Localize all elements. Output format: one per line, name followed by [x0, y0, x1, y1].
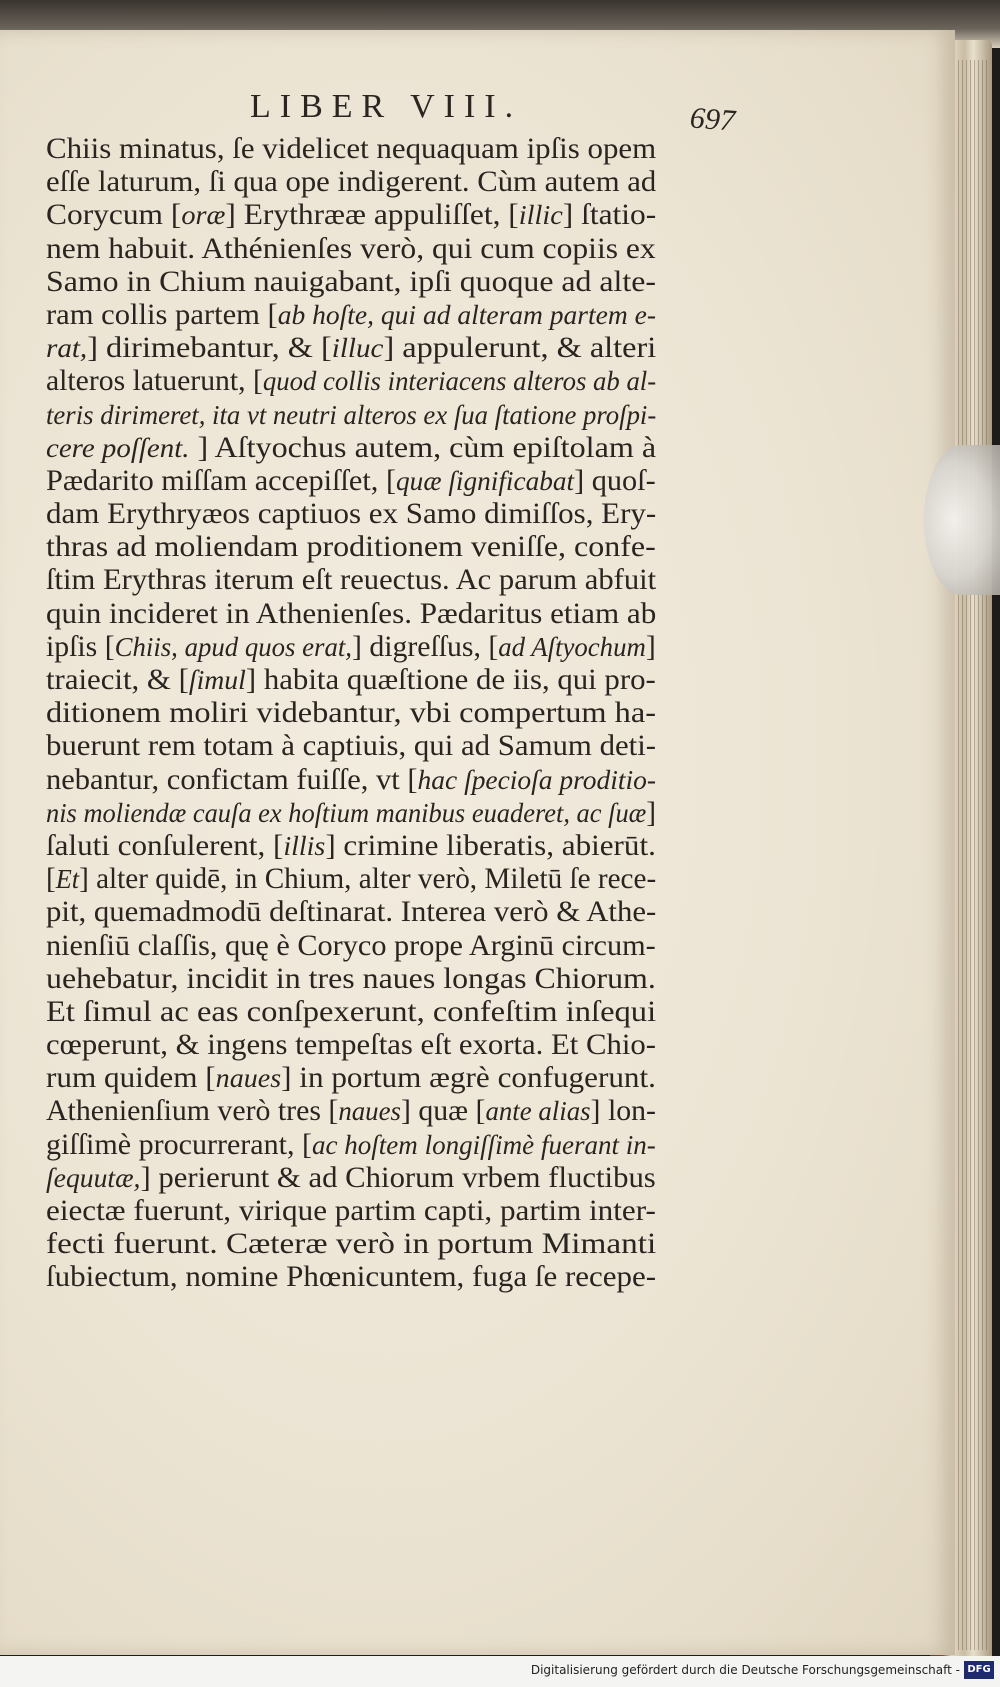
text-run: alteros latuerunt, [ — [46, 364, 263, 398]
text-run: eſſe laturum, ſi qua ope indigerent. Cùm autem ad — [46, 165, 657, 199]
text-run: Pædarito miſſam accepiſſet, [ — [46, 463, 397, 497]
text-line-content — [46, 1061, 656, 1095]
text-run: ] quæ [ — [400, 1094, 486, 1128]
text-line — [46, 696, 766, 729]
text-line — [46, 663, 766, 696]
text-line-content — [46, 696, 656, 729]
text-run: rum quidem [ — [46, 1061, 216, 1095]
text-line-content — [46, 265, 656, 298]
italic-gloss: hac ſpecioſa proditio- — [417, 764, 657, 795]
italic-gloss: quæ ſignificabat — [396, 465, 575, 496]
page-stack-lines — [958, 60, 988, 1650]
text-line — [46, 398, 766, 431]
italic-gloss: naues — [215, 1063, 282, 1094]
text-line-content — [46, 364, 656, 398]
text-run: ] in portum ægrè confugerunt. — [281, 1061, 656, 1095]
text-line-content — [46, 1227, 656, 1260]
text-line — [46, 497, 766, 530]
text-line-content — [46, 530, 656, 563]
text-line-content — [46, 796, 656, 830]
text-line-content — [46, 464, 656, 498]
text-line — [46, 331, 766, 364]
text-line — [46, 1260, 766, 1293]
text-line-content — [46, 763, 656, 797]
text-line — [46, 232, 766, 265]
text-line-content — [46, 1194, 656, 1227]
text-line-content — [46, 1094, 656, 1128]
text-run: ] alter quidē, in Chium, alter verò, Miletū ſe rece- — [79, 862, 657, 896]
text-line — [46, 198, 766, 231]
text-run: ipſis [ — [46, 629, 115, 663]
italic-gloss: rat, — [46, 333, 88, 364]
text-line — [46, 165, 766, 198]
text-run: eiectæ fuerunt, virique partim capti, partim inter- — [46, 1194, 656, 1227]
text-run: ] habita quæſtione de iis, qui pro- — [245, 663, 656, 696]
text-line-content — [46, 198, 656, 232]
text-line-content — [46, 862, 656, 896]
text-line-content — [46, 398, 656, 432]
text-run: ] crimine liberatis, abierūt. — [325, 828, 656, 862]
text-line — [46, 464, 766, 497]
text-line-content — [46, 630, 656, 664]
italic-gloss: naues — [338, 1096, 401, 1127]
text-line — [46, 1128, 766, 1161]
text-line — [46, 364, 766, 397]
text-run: nienſiū claſſis, quę è Coryco prope Arginū circum- — [46, 928, 656, 962]
text-run: [ — [46, 862, 56, 896]
text-run: pit, quemadmodū deſtinarat. Interea verò & Athe- — [46, 895, 657, 929]
text-line-content — [46, 663, 656, 697]
text-line — [46, 995, 766, 1028]
italic-gloss: Chiis, apud quos erat, — [114, 631, 352, 662]
text-line-content — [46, 298, 656, 332]
text-line-content — [46, 995, 656, 1028]
text-line-content — [46, 431, 656, 465]
text-run: buerunt rem totam à captiuis, qui ad Samum deti- — [46, 729, 657, 763]
text-line — [46, 431, 766, 464]
text-run: ] appulerunt, & alteri — [383, 331, 657, 365]
text-run: nem habuit. Athénienſes verò, qui cum copiis ex — [46, 231, 656, 265]
italic-gloss: ante alias — [485, 1096, 591, 1127]
italic-gloss: illuc — [331, 333, 384, 364]
text-line-content — [46, 497, 656, 530]
text-run: ] perierunt & ad Chiorum vrbem fluctibus — [140, 1160, 656, 1194]
text-line-content — [46, 563, 656, 596]
dfg-logo: DFG — [964, 1661, 994, 1679]
text-line — [46, 763, 766, 796]
text-run: ] Aſtyochus autem, cùm epiſtolam à — [189, 430, 657, 464]
text-line-content — [46, 929, 656, 962]
text-run: ] digreſſus, [ — [351, 629, 499, 663]
italic-gloss: Et — [55, 864, 80, 895]
text-run: thras ad moliendam proditionem veniſſe, confe- — [46, 530, 656, 564]
running-head: LIBER VIII. — [250, 88, 523, 125]
text-line-content — [46, 597, 656, 630]
italic-gloss: ab hoſte, qui ad alteram partem e- — [277, 299, 656, 330]
text-line — [46, 1227, 766, 1260]
text-line-content — [46, 331, 656, 365]
text-line — [46, 796, 766, 829]
text-run: Chiis minatus, ſe videlicet nequaquam ipſis opem — [46, 132, 657, 165]
text-line-content — [46, 829, 656, 863]
text-line — [46, 862, 766, 895]
text-line-content — [46, 132, 656, 165]
text-run: Et ſimul ac eas conſpexerunt, confeſtim inſequi — [46, 994, 657, 1028]
text-line — [46, 563, 766, 596]
italic-gloss: illis — [283, 830, 326, 861]
text-run: ] — [646, 795, 657, 829]
text-line — [46, 265, 766, 298]
text-line — [46, 597, 766, 630]
text-run: dam Erythryæos captiuos ex Samo dimiſſos, Ery- — [46, 497, 657, 531]
italic-gloss: nis moliendæ cauſa ex hoſtium manibus euaderet, ac ſuæ — [46, 797, 647, 828]
text-line — [46, 829, 766, 862]
italic-gloss: illic — [518, 200, 563, 231]
text-line — [46, 1161, 766, 1194]
text-line — [46, 729, 766, 762]
text-line — [46, 929, 766, 962]
text-run: ſaluti conſulerent, [ — [46, 828, 284, 862]
text-line — [46, 132, 766, 165]
text-line-content — [46, 962, 656, 995]
body-text — [46, 132, 766, 1294]
text-line — [46, 895, 766, 928]
text-line — [46, 530, 766, 563]
text-line — [46, 962, 766, 995]
text-line-content — [46, 1260, 656, 1293]
italic-gloss: teris dirimeret, ita vt neutri alteros ex ſua ſtatione proſpi- — [46, 399, 657, 430]
text-line — [46, 1094, 766, 1127]
italic-gloss: ſequutæ, — [46, 1162, 141, 1193]
text-line-content — [46, 232, 656, 265]
text-run: Athenienſium verò tres [ — [46, 1094, 339, 1128]
page-number: 697 — [688, 101, 737, 138]
text-run: nebantur, confictam fuiſſe, vt [ — [46, 762, 418, 796]
text-run: fecti fuerunt. Cæteræ verò in portum Mimanti — [46, 1227, 657, 1261]
page-clip — [924, 445, 1000, 595]
text-line-content — [46, 165, 656, 198]
text-line-content — [46, 895, 656, 928]
text-line — [46, 1061, 766, 1094]
text-run: ditionem moliri videbantur, vbi compertum ha- — [46, 696, 657, 730]
text-line — [46, 1028, 766, 1061]
text-run: Samo in Chium nauigabant, ipſi quoque ad alte- — [46, 264, 656, 298]
text-run: ] quoſ- — [574, 463, 656, 497]
text-run: ram collis partem [ — [46, 297, 278, 331]
text-run: ] dirimebantur, & [ — [87, 331, 332, 365]
text-line — [46, 630, 766, 663]
text-run: ſtim Erythras iterum eſt reuectus. Ac parum abfuit — [46, 563, 657, 597]
text-run: ] lon- — [590, 1094, 656, 1128]
italic-gloss: ad Aſtyochum — [498, 631, 646, 662]
text-run: traiecit, & [ — [46, 663, 189, 696]
italic-gloss: quod collis interiacens alteros ab al- — [262, 366, 657, 397]
text-line-content — [46, 1161, 656, 1195]
text-line — [46, 1194, 766, 1227]
text-run: ] ſtatio- — [562, 198, 657, 232]
text-run: giſſimè procurrerant, [ — [46, 1127, 313, 1161]
italic-gloss: ſimul — [188, 665, 246, 695]
text-run: ſubiectum, nomine Phœnicuntem, fuga ſe recepe- — [46, 1260, 657, 1294]
text-run: uehebatur, incidit in tres naues longas Chiorum. — [46, 961, 656, 995]
funding-credit: Digitalisierung gefördert durch die Deutsche Forschungsgemeinschaft - — [530, 1663, 960, 1677]
text-run: ] Erythrææ appuliſſet, [ — [225, 198, 519, 232]
text-run: cœperunt, & ingens tempeſtas eſt exorta. Et Chio- — [46, 1028, 656, 1062]
text-run: Corycum [ — [46, 198, 182, 232]
italic-gloss: ac hoſtem longiſſimè fuerant in- — [312, 1129, 656, 1160]
italic-gloss: oræ — [181, 200, 226, 231]
text-run: quin incideret in Athenienſes. Pædaritus etiam ab — [46, 596, 657, 630]
text-line-content — [46, 1028, 656, 1061]
text-run: ] — [645, 629, 656, 663]
text-line-content — [46, 729, 656, 762]
italic-gloss: cere poſſent. — [46, 432, 190, 463]
text-line-content — [46, 1128, 656, 1162]
text-line — [46, 298, 766, 331]
